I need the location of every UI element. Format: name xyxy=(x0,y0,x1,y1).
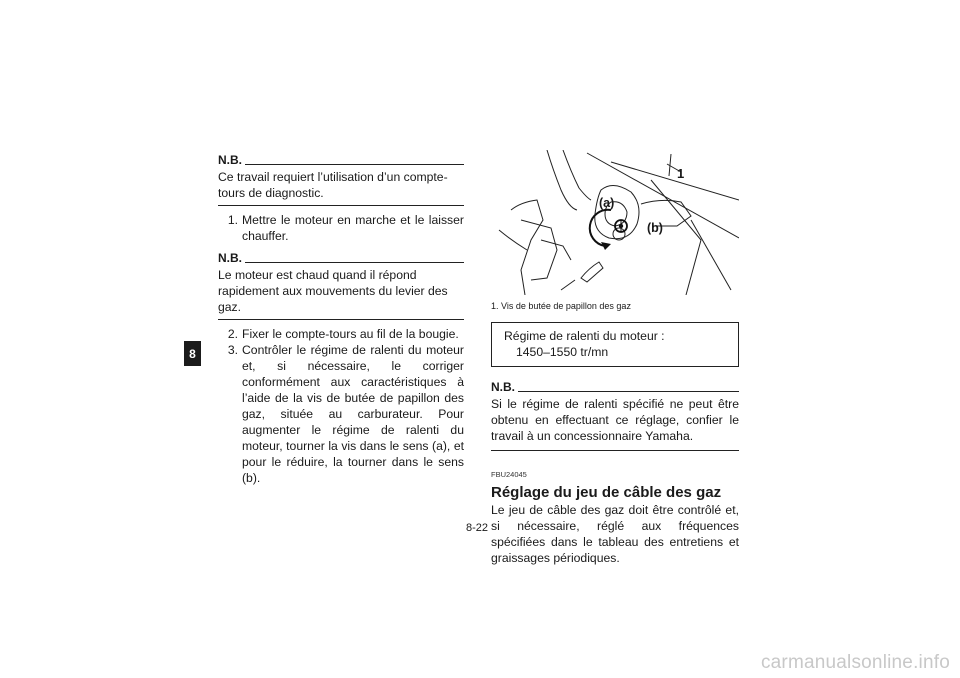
note-text: Ce travail requiert l’utilisation d’un compte-tours de diagnostic. xyxy=(218,170,448,200)
list-item xyxy=(218,342,464,486)
step-list xyxy=(218,326,464,486)
section-code: FBU24045 xyxy=(491,470,527,479)
callout-number: 1 xyxy=(677,166,685,181)
direction-label-b: (b) xyxy=(647,221,663,235)
chapter-tab: 8 xyxy=(184,341,201,366)
note-heading xyxy=(218,152,464,168)
step-number: 1. xyxy=(227,213,238,227)
spec-box xyxy=(491,322,739,367)
page-number: 8-22 xyxy=(466,522,489,534)
note-label: N.B. xyxy=(218,251,242,265)
list-item xyxy=(218,212,464,244)
note-text: Le moteur est chaud quand il répond rapidement aux mouvements du levier des gaz. xyxy=(218,268,448,314)
right-column xyxy=(491,150,739,566)
watermark: carmanualsonline.info xyxy=(760,652,950,673)
carburetor-drawing xyxy=(491,150,739,295)
divider xyxy=(245,164,464,165)
section-title: Réglage du jeu de câble des gaz xyxy=(491,484,722,501)
divider xyxy=(245,262,464,263)
note-heading xyxy=(218,250,464,266)
divider xyxy=(491,450,739,451)
section-text: Le jeu de câble des gaz doit être contrôlé et, si nécessaire, réglé aux fréquences spécifiées dans le tableau des entretiens et graissages périodiques. xyxy=(491,503,739,565)
divider xyxy=(518,391,739,392)
step-text: Mettre le moteur en marche et le laisser chauffer. xyxy=(242,213,464,243)
list-item xyxy=(218,326,464,342)
note-label: N.B. xyxy=(491,380,515,394)
step-text: Contrôler le régime de ralenti du moteur et, si nécessaire, le corriger conformément aux caractéristiques à l’aide de la vis de butée de papillon des gaz, située au carburateur. Pour augmenter le régime de ralenti du moteur, tourner la vis dans le sens (a), et pour le réduire, la tourner dans le sens (b). xyxy=(242,343,464,485)
step-number: 2. xyxy=(227,327,238,341)
step-list xyxy=(218,212,464,244)
note-label: N.B. xyxy=(218,153,242,167)
figure-caption: 1. Vis de butée de papillon des gaz xyxy=(491,301,631,311)
divider xyxy=(218,205,464,206)
step-number: 3. xyxy=(227,343,238,357)
step-text: Fixer le compte-tours au fil de la bougie. xyxy=(242,327,459,341)
left-column xyxy=(218,152,464,486)
note-text: Si le régime de ralenti spécifié ne peut être obtenu en effectuant ce réglage, confier le travail à un concessionnaire Yamaha. xyxy=(491,397,739,443)
spec-label: Régime de ralenti du moteur : xyxy=(504,329,665,343)
carburetor-illustration xyxy=(491,150,739,295)
note-heading xyxy=(491,379,739,395)
divider xyxy=(218,319,464,320)
spec-value: 1450–1550 tr/mn xyxy=(516,345,609,359)
direction-label-a: (a) xyxy=(599,196,615,210)
